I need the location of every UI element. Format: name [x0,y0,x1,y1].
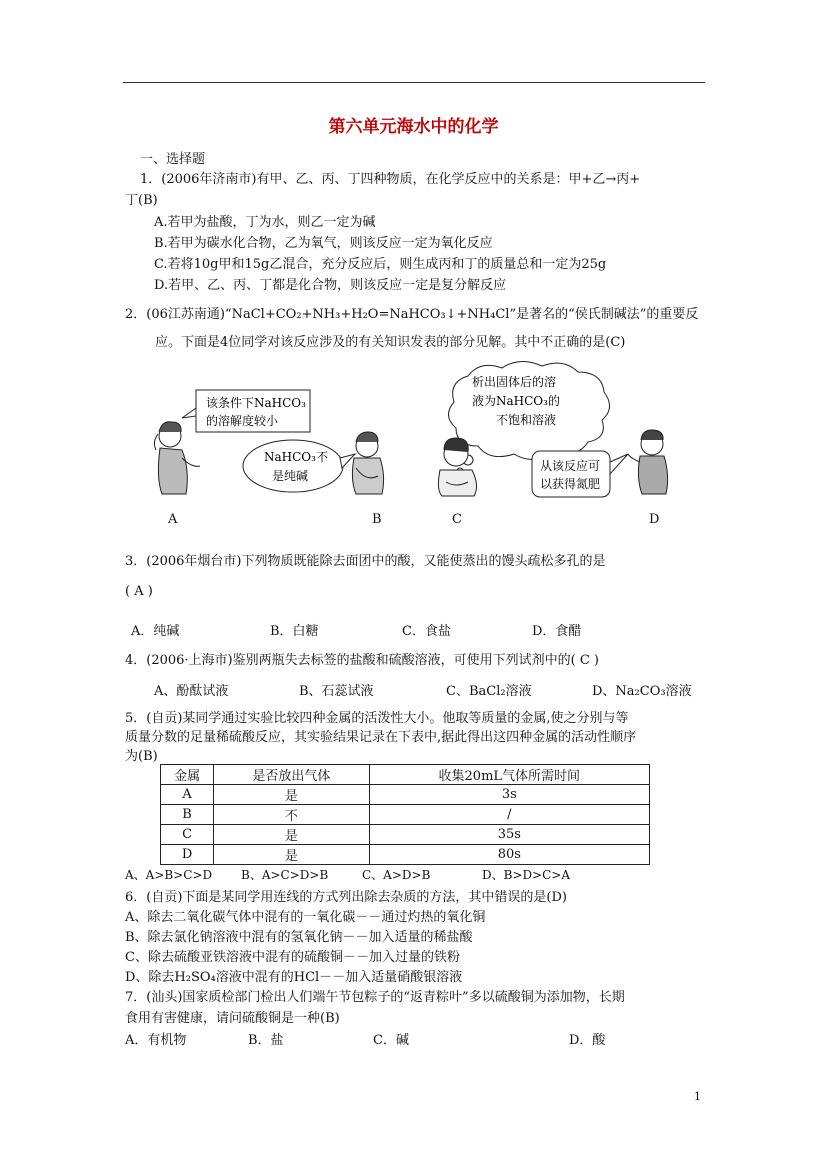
q7-option-c: C．碱 [373,1033,409,1048]
bubble-d-line1: 从该反应可 [540,459,601,473]
student-c-figure [438,438,476,496]
q5-stem-line3: 为(B) [125,749,158,764]
section-heading: 一、选择题 [140,152,206,167]
q6-option-a: A、除去二氧化碳气体中混有的一氧化碳－－通过灼热的氧化铜 [125,910,486,925]
table-header-cell: 是否放出气体 [214,765,369,785]
speech-bubble-a [182,390,310,432]
q5-option-b: B、A>C>D>B [241,868,329,882]
q3-option-c: C．食盐 [402,624,451,639]
q3-option-b: B．白糖 [270,624,319,639]
q3-option-a: A．纯碱 [131,624,180,639]
q1-option-b: B.若甲为碳水化合物，乙为氧气，则该反应一定为氧化反应 [154,236,493,251]
table-cell: 不 [214,805,369,825]
header-rule [123,82,705,83]
q3-answer: ( A ) [125,584,153,599]
bubble-a-line2: 的溶解度较小 [206,414,279,428]
q1-option-c: C.若将10g甲和15g乙混合，充分反应后，则生成丙和丁的质量总和一定为25g [154,257,607,272]
q5-option-a: A、A>B>C>D [125,868,213,882]
q5-results-table [160,764,650,865]
q3-option-d: D．食醋 [532,624,582,639]
q7-option-a: A．有机物 [125,1033,187,1048]
table-cell: 是 [214,825,369,845]
table-cell: B [161,805,214,825]
table-cell: 3s [369,785,649,805]
q4-option-d: D、Na₂CO₃溶液 [592,684,692,699]
table-row [161,805,650,825]
q6-option-d: D、除去H₂SO₄溶液中混有的HCl－－加入适量硝酸银溶液 [125,970,463,985]
student-a-figure [154,422,200,494]
q6-option-c: C、除去硫酸亚铁溶液中混有的硫酸铜－－加入过量的铁粉 [125,950,460,965]
table-cell: 80s [369,845,649,865]
q1-stem-line2: 丁(B) [125,193,158,208]
table-cell: 35s [369,825,649,845]
bubble-a-line1: 该条件下NaHCO₃ [206,396,306,410]
q2-label-a: A [168,512,178,527]
table-header-row [161,765,650,785]
student-b-figure [352,432,383,494]
bubble-b-line2: 是纯碱 [272,469,309,483]
table-cell: 是 [214,845,369,865]
q5-option-d: D、B>D>C>A [482,868,571,882]
table-cell: A [161,785,214,805]
q7-stem-line1: 7．(汕头)国家质检部门检出人们端午节包粽子的“返青粽叶”多以硫酸铜为添加物，长期 [125,990,625,1005]
q7-option-d: D．酸 [569,1033,606,1048]
bubble-d-line2: 以获得氮肥 [540,477,601,491]
q4-option-b: B、石蕊试液 [299,684,374,699]
table-cell: 是 [214,785,369,805]
table-row [161,845,650,865]
bubble-c-line3: 不饱和溶液 [496,413,557,427]
student-d-figure [628,430,668,494]
q2-illustration [150,358,690,503]
q2-label-d: D [649,512,660,527]
q2-stem-line1: 2．(06江苏南通)“NaCl+CO₂+NH₃+H₂O=NaHCO₃↓+NH₄Cl”是著名的“侯氏制碱法”的重要反 [125,307,699,322]
table-header-cell: 金属 [161,765,214,785]
q4-option-a: A、酚酞试液 [154,684,229,699]
table-row [161,825,650,845]
bubble-c-line2: 液为NaHCO₃的 [472,394,560,408]
page-title: 第六单元海水中的化学 [328,117,499,137]
page-number: 1 [694,1090,701,1103]
speech-bubble-d [532,451,628,497]
q7-stem-line2: 食用有害健康，请问硫酸铜是一种(B) [125,1011,340,1026]
bubble-b-line1: NaHCO₃不 [264,450,328,464]
q7-option-b: B．盐 [248,1033,284,1048]
q1-stem-line1: 1．(2006年济南市)有甲、乙、丙、丁四种物质，在化学反应中的关系是：甲+乙→丙+ [140,172,641,187]
q1-option-d: D.若甲、乙、丙、丁都是化合物，则该反应一定是复分解反应 [154,278,507,293]
q4-stem: 4．(2006·上海市)鉴别两瓶失去标签的盐酸和硫酸溶液，可使用下列试剂中的( C ) [125,653,599,668]
q2-label-b: B [372,512,382,527]
bubble-c-line1: 析出固体后的溶 [472,375,557,389]
q4-option-c: C、BaCl₂溶液 [446,684,532,699]
table-cell: D [161,845,214,865]
q5-stem-line2: 质量分数的足量稀硫酸反应，其实验结果记录在下表中,据此得出这四种金属的活动性顺序 [125,730,637,745]
q1-option-a: A.若甲为盐酸，丁为水，则乙一定为碱 [154,215,376,230]
q2-stem-line2: 应。下面是4位同学对该反应涉及的有关知识发表的部分见解。其中不正确的是(C) [155,335,626,350]
table-row [161,785,650,805]
speech-bubble-b [243,440,355,492]
table-header-cell: 收集20mL气体所需时间 [369,765,649,785]
q5-option-c: C、A>D>B [362,868,431,882]
q6-stem: 6．(自贡)下面是某同学用连线的方式列出除去杂质的方法，其中错误的是(D) [125,890,567,905]
q5-stem-line1: 5．(自贡)某同学通过实验比较四种金属的活泼性大小。他取等质量的金属,使之分别与等 [125,711,629,726]
table-cell: C [161,825,214,845]
q3-stem: 3．(2006年烟台市)下列物质既能除去面团中的酸，又能使蒸出的馒头疏松多孔的是 [125,554,606,569]
q2-label-c: C [452,512,462,527]
table-cell: / [369,805,649,825]
q6-option-b: B、除去氯化钠溶液中混有的氢氧化钠－－加入适量的稀盐酸 [125,930,473,945]
